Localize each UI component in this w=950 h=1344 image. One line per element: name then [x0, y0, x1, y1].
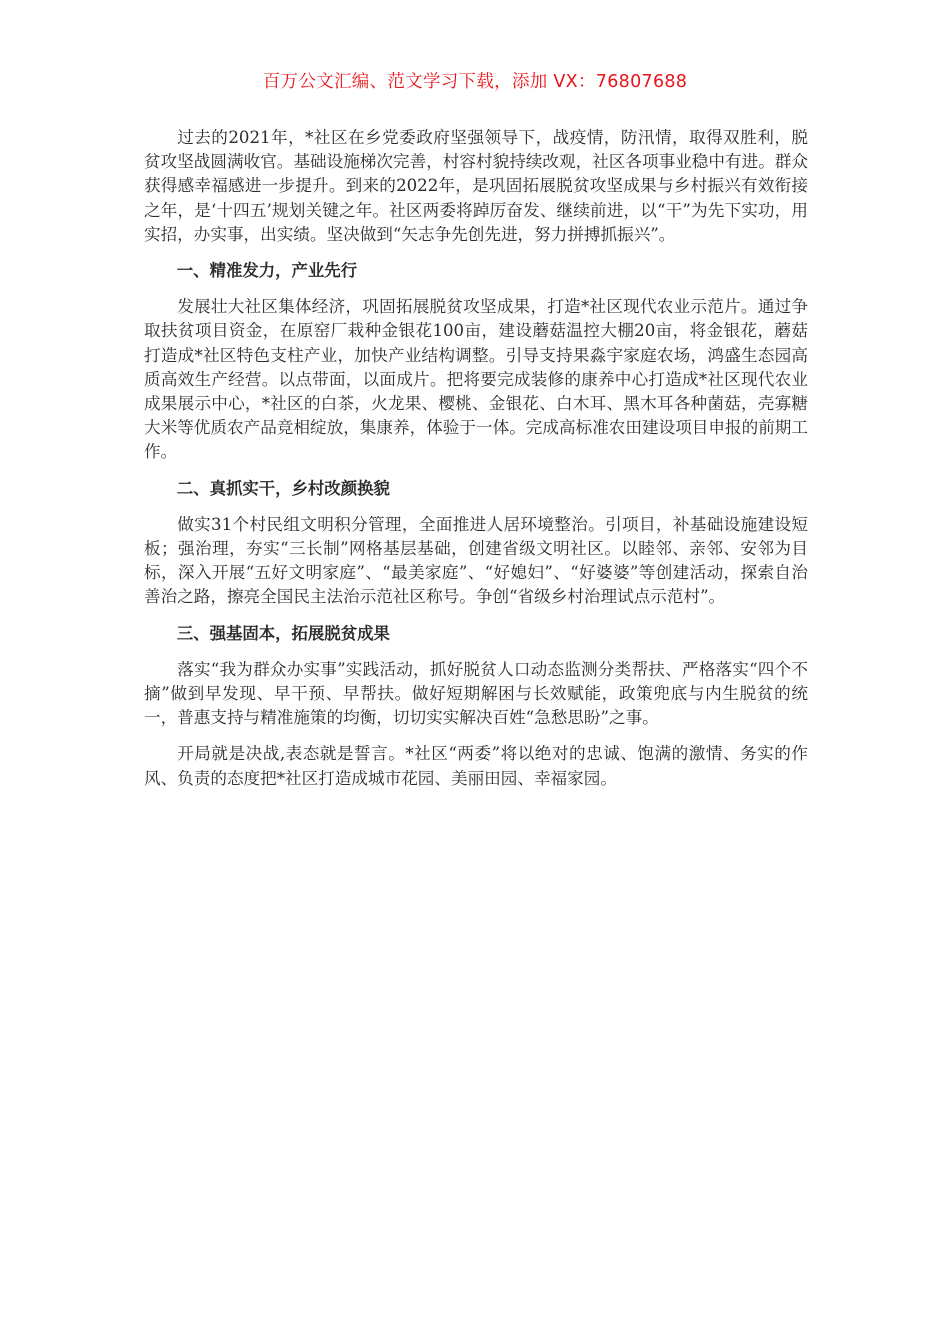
- section-paragraph: 做实31个村民组文明积分管理，全面推进人居环境整治。引项目，补基础设施建设短板；强治理，夯实“三长制”网格基层基础，创建省级文明社区。以睦邻、亲邻、安邻为目标，深入开展“五好文明家庭”、“最美家庭”、“好媳妇”、“好婆婆”等创建活动，探索自治善治之路，擦亮全国民主法治示范社区称号。争创“省级乡村治理试点示范村”。: [144, 514, 808, 607]
- download-banner: 百万公文汇编、范文学习下载，添加 VX：76807688: [262, 72, 688, 92]
- closing-paragraph: 开局就是决战,表态就是誓言。*社区“两委”将以绝对的忠诚、饱满的激情、务实的作风、负责的态度把*社区打造成城市花园、美丽田园、幸福家园。: [144, 744, 808, 788]
- section-paragraph: 落实“我为群众办实事”实践活动，抓好脱贫人口动态监测分类帮扶、严格落实“四个不摘”做到早发现、早干预、早帮扶。做好短期解困与长效赋能，政策兜底与内生脱贫的统一，普惠支持与精准施策的均衡，切切实实解决百姓“急愁思盼”之事。: [144, 659, 808, 728]
- section-2: [144, 477, 808, 610]
- document-body: [144, 126, 808, 803]
- intro-paragraph: 过去的2021年，*社区在乡党委政府坚强领导下，战疫情，防汛情，取得双胜利，脱贫攻坚战圆满收官。基础设施梯次完善，村容村貌持续改观，社区各项事业稳中有进。群众获得感幸福感进一步提升。到来的2022年，是巩固拓展脱贫攻坚成果与乡村振兴有效衔接之年，是‘十四五’规划关键之年。社区两委将踔厉奋发、继续前进，以“干”为先下实功，用实招，办实事，出实绩。坚决做到“矢志争先创先进，努力拼搏抓振兴”。: [144, 128, 808, 244]
- section-3: [144, 622, 808, 731]
- section-paragraph: 发展壮大社区集体经济，巩固拓展脱贫攻坚成果，打造*社区现代农业示范片。通过争取扶贫项目资金，在原窑厂栽种金银花100亩，建设蘑菇温控大棚20亩，将金银花，蘑菇打造成*社区特色支柱产业，加快产业结构调整。引导支持果淼宇家庭农场，鸿盛生态园高质高效生产经营。以点带面，以面成片。把将要完成装修的康养中心打造成*社区现代农业成果展示中心，*社区的白茶，火龙果、樱桃、金银花、白木耳、黑木耳各种菌菇，壳寡糖大米等优质农产品竞相绽放，集康养，体验于一体。完成高标准农田建设项目申报的前期工作。: [144, 297, 808, 462]
- section-heading: 一、精准发力，产业先行: [176, 261, 358, 281]
- section-heading: 二、真抓实干，乡村改颜换貌: [176, 478, 390, 498]
- section-1: [144, 259, 808, 465]
- section-heading: 三、强基固本，拓展脱贫成果: [176, 623, 390, 643]
